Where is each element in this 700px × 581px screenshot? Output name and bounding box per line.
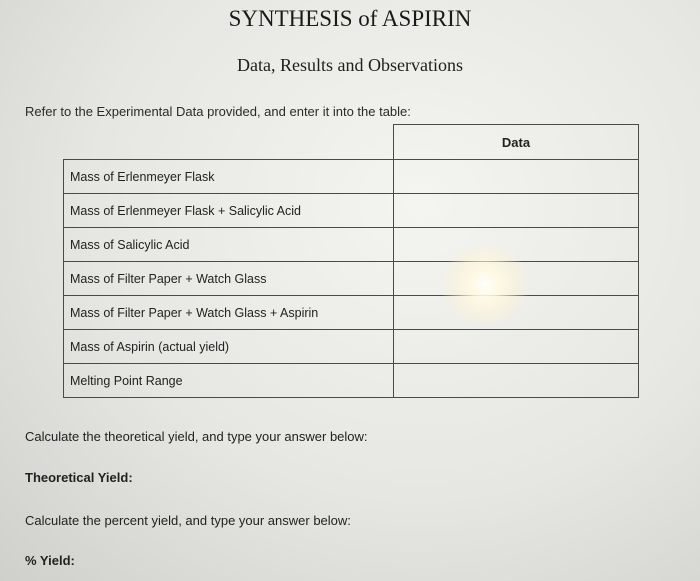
table-row (64, 364, 639, 398)
data-cell[interactable] (394, 228, 639, 262)
percent-yield-prompt: Calculate the percent yield, and type your answer below: (25, 513, 351, 528)
data-column-header: Data (394, 125, 639, 160)
data-cell[interactable] (394, 330, 639, 364)
data-cell[interactable] (394, 160, 639, 194)
row-label: Mass of Filter Paper + Watch Glass (64, 262, 394, 296)
table-row (64, 296, 639, 330)
row-label: Mass of Aspirin (actual yield) (64, 330, 394, 364)
table-row (64, 194, 639, 228)
document-subtitle: Data, Results and Observations (237, 55, 463, 75)
row-label: Mass of Erlenmeyer Flask (64, 160, 394, 194)
document-title: SYNTHESIS of ASPIRIN (228, 6, 472, 31)
data-cell[interactable] (394, 364, 639, 398)
table-row (64, 228, 639, 262)
header-blank-cell (64, 125, 394, 160)
table-row (64, 262, 639, 296)
row-label: Mass of Filter Paper + Watch Glass + Aspirin (64, 296, 394, 330)
table-row (64, 160, 639, 194)
data-cell[interactable] (394, 262, 639, 296)
row-label: Melting Point Range (64, 364, 394, 398)
data-cell[interactable] (394, 194, 639, 228)
row-label: Mass of Erlenmeyer Flask + Salicylic Acid (64, 194, 394, 228)
table-row (64, 330, 639, 364)
table-instruction: Refer to the Experimental Data provided, and enter it into the table: (25, 104, 411, 119)
percent-yield-label: % Yield: (25, 553, 75, 568)
data-table (63, 124, 639, 398)
theoretical-yield-prompt: Calculate the theoretical yield, and type your answer below: (25, 429, 368, 444)
row-label: Mass of Salicylic Acid (64, 228, 394, 262)
data-cell[interactable] (394, 296, 639, 330)
theoretical-yield-label: Theoretical Yield: (25, 470, 133, 485)
table-header-row (64, 125, 639, 160)
